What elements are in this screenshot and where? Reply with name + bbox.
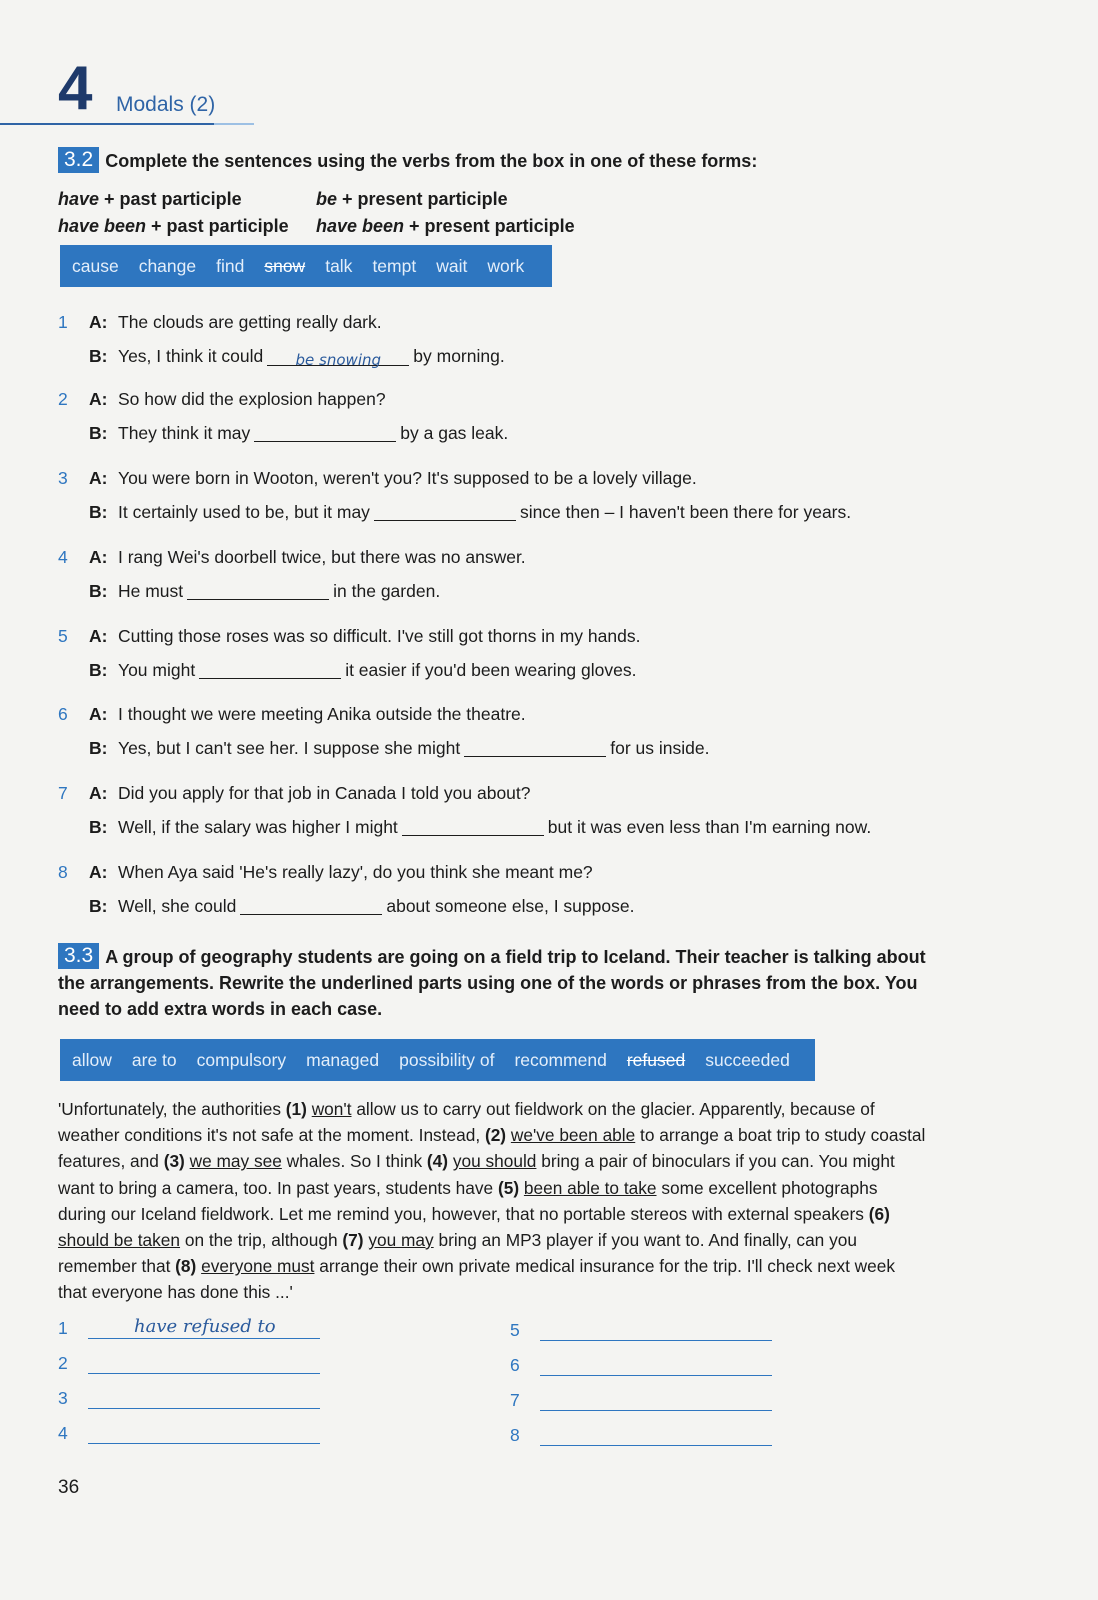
answer-number: 1	[58, 1318, 68, 1338]
word-box	[60, 245, 552, 287]
speaker-a-line	[89, 545, 526, 569]
underlined-phrase: we've been able	[510, 1125, 636, 1146]
answer-item	[58, 1318, 338, 1342]
answer-number: 8	[510, 1425, 520, 1445]
item-number: (2)	[484, 1125, 507, 1146]
word-box-item: cause	[72, 256, 119, 276]
item-number: (3)	[163, 1151, 185, 1172]
handwritten-answer: be snowing	[295, 351, 382, 369]
speaker-label: A:	[89, 547, 108, 567]
speaker-label: A:	[89, 468, 108, 488]
exercise-3-2-heading	[58, 147, 1058, 174]
word-box-item: wait	[436, 256, 468, 276]
paragraph-text: arrange their own private medical insurance for the trip. I'll check next week that everyone has done this ...'	[58, 1256, 896, 1303]
speaker-b-line	[89, 344, 505, 368]
underlined-phrase: you may	[368, 1230, 434, 1251]
speaker-label: B:	[89, 346, 108, 366]
speaker-label: A:	[89, 783, 108, 803]
chapter-rule	[0, 123, 218, 125]
paragraph-text: on the trip, although	[180, 1230, 343, 1251]
form-keyword: be	[316, 189, 338, 209]
speaker-label: B:	[89, 896, 108, 916]
answer-item	[510, 1390, 790, 1414]
question-number: 1	[58, 312, 68, 332]
chapter-rule-accent	[214, 123, 254, 125]
speaker-b-text: It certainly used to be, but it may	[118, 502, 370, 522]
speaker-a-text: You were born in Wooton, weren't you? It's supposed to be a lovely village.	[118, 468, 697, 488]
speaker-label: B:	[89, 423, 108, 443]
speaker-a-line	[89, 310, 382, 334]
chapter-title: Modals (2)	[116, 93, 216, 116]
answer-blank[interactable]	[464, 738, 606, 757]
answer-blank[interactable]	[240, 896, 382, 915]
answer-line[interactable]	[88, 1373, 320, 1374]
speaker-label: A:	[89, 626, 108, 646]
speaker-label: A:	[89, 389, 108, 409]
answer-item	[510, 1425, 790, 1449]
item-number: (4)	[426, 1151, 449, 1172]
form-keyword: have been	[316, 216, 405, 236]
item-number: (7)	[342, 1230, 364, 1251]
question-number: 4	[58, 547, 68, 567]
answer-blank[interactable]	[402, 817, 544, 836]
speaker-label: B:	[89, 738, 108, 758]
speaker-a-text: The clouds are getting really dark.	[118, 312, 382, 332]
answer-item	[58, 1423, 338, 1447]
answer-blank[interactable]	[254, 423, 396, 442]
paragraph-text: to arrange a boat trip to study coastal features, and	[58, 1125, 926, 1172]
speaker-a-line	[89, 702, 526, 726]
speaker-b-line	[89, 579, 440, 603]
question-number: 7	[58, 783, 68, 803]
word-box-item: snow	[264, 256, 306, 276]
speaker-a-text: Did you apply for that job in Canada I told you about?	[118, 783, 531, 803]
answer-line[interactable]	[540, 1445, 772, 1446]
answer-number: 2	[58, 1353, 68, 1373]
item-number: (5)	[497, 1177, 520, 1198]
word-box	[60, 1039, 815, 1081]
answer-blank[interactable]	[187, 581, 329, 600]
speaker-b-text: but it was even less than I'm earning now.	[547, 817, 872, 837]
paragraph-text: bring a pair of binoculars if you can. You might want to bring a camera, too. In past years, students have	[58, 1151, 895, 1198]
speaker-b-text: He must	[118, 581, 184, 601]
speaker-a-line	[89, 387, 386, 411]
paragraph-text: bring an MP3 player if you want to. And finally, can you remember that	[58, 1230, 857, 1277]
underlined-phrase: we may see	[189, 1151, 282, 1172]
exercise-3-3-heading	[58, 943, 938, 1022]
speaker-b-line	[89, 736, 709, 760]
answer-blank[interactable]	[267, 347, 409, 369]
word-box-item: refused	[626, 1050, 686, 1070]
form-text: + past participle	[99, 189, 242, 209]
speaker-label: A:	[89, 862, 108, 882]
answer-item	[510, 1355, 790, 1379]
speaker-a-text: So how did the explosion happen?	[118, 389, 386, 409]
speaker-label: A:	[89, 312, 108, 332]
word-box-item: compulsory	[196, 1050, 287, 1070]
speaker-b-line	[89, 815, 871, 839]
word-box-item: work	[487, 256, 525, 276]
page-number: 36	[58, 1477, 80, 1498]
speaker-b-text: since then – I haven't been there for years.	[519, 502, 852, 522]
speaker-b-line	[89, 894, 634, 918]
underlined-phrase: everyone must	[201, 1256, 315, 1277]
speaker-a-text: Cutting those roses was so difficult. I've still got thorns in my hands.	[118, 626, 641, 646]
word-box-item: find	[216, 256, 245, 276]
speaker-b-line	[89, 658, 636, 682]
word-box-item: managed	[306, 1050, 380, 1070]
word-box-item: change	[138, 256, 197, 276]
speaker-a-line	[89, 860, 593, 884]
speaker-b-text: Yes, but I can't see her. I suppose she might	[118, 738, 461, 758]
speaker-b-text: You might	[118, 660, 196, 680]
exercise-badge: 3.2	[58, 147, 99, 173]
speaker-b-line	[89, 421, 508, 445]
word-box-item: are to	[131, 1050, 177, 1070]
exercise-badge: 3.3	[58, 943, 99, 969]
answer-item	[58, 1353, 338, 1377]
paragraph-text: allow us to carry out fieldwork on the glacier. Apparently, because of weather conditions it's not safe at the moment. Instead,	[58, 1099, 875, 1146]
form-text: + present participle	[337, 189, 508, 209]
answer-number: 3	[58, 1388, 68, 1408]
speaker-a-line	[89, 624, 640, 648]
form-keyword: have	[58, 189, 100, 209]
paragraph-text: some excellent photographs during our Iceland fieldwork. Let me remind you, however, that no portable stereos with external speakers	[58, 1177, 878, 1224]
word-box-item: allow	[72, 1050, 112, 1070]
speaker-b-text: Well, if the salary was higher I might	[118, 817, 398, 837]
speaker-a-text: I thought we were meeting Anika outside the theatre.	[118, 704, 526, 724]
answer-line[interactable]	[540, 1375, 772, 1376]
question-number: 3	[58, 468, 68, 488]
word-box-item: possibility of	[399, 1050, 495, 1070]
answer-item	[510, 1320, 790, 1344]
verb-forms-row	[58, 186, 618, 213]
speaker-a-text: When Aya said 'He's really lazy', do you think she meant me?	[118, 862, 593, 882]
answer-item	[58, 1388, 338, 1412]
question-number: 2	[58, 389, 68, 409]
question-number: 6	[58, 704, 68, 724]
answer-number: 7	[510, 1390, 520, 1410]
answer-line[interactable]	[88, 1443, 320, 1444]
speaker-a-line	[89, 781, 531, 805]
paragraph-text: 'Unfortunately, the authorities	[58, 1099, 286, 1119]
speaker-b-text: for us inside.	[610, 738, 710, 758]
chapter-number: 4	[58, 54, 91, 123]
speaker-b-text: Well, she could	[118, 896, 237, 916]
answer-number: 6	[510, 1355, 520, 1375]
speaker-b-text: by a gas leak.	[400, 423, 509, 443]
speaker-b-text: in the garden.	[333, 581, 441, 601]
exercise-instruction: Complete the sentences using the verbs from the box in one of these forms:	[105, 151, 758, 171]
word-box-item: recommend	[514, 1050, 607, 1070]
speaker-a-text: I rang Wei's doorbell twice, but there was no answer.	[118, 547, 526, 567]
speaker-label: B:	[89, 660, 108, 680]
answer-blank[interactable]	[199, 660, 341, 679]
answer-line[interactable]	[88, 1338, 320, 1339]
exercise-instruction: A group of geography students are going on a field trip to Iceland. Their teacher is talking about the arrangements. Rewrite the underlined parts using one of the words or phrases from the box. You need to add extra words in each case.	[58, 947, 926, 1019]
answer-number: 4	[58, 1423, 68, 1443]
underlined-phrase: should be taken	[58, 1230, 181, 1251]
speaker-b-text: about someone else, I suppose.	[386, 896, 635, 916]
word-box-item: tempt	[372, 256, 417, 276]
word-box-item: talk	[325, 256, 353, 276]
speaker-b-text: They think it may	[118, 423, 251, 443]
form-keyword: have been	[58, 216, 147, 236]
handwritten-answer: have refused to	[134, 1316, 276, 1337]
teacher-speech-paragraph	[58, 1096, 928, 1306]
answer-blank[interactable]	[374, 502, 516, 521]
answer-line[interactable]	[540, 1340, 772, 1341]
answer-line[interactable]	[88, 1408, 320, 1409]
underlined-phrase: you should	[452, 1151, 537, 1172]
verb-forms	[58, 186, 618, 240]
speaker-label: A:	[89, 704, 108, 724]
speaker-label: B:	[89, 581, 108, 601]
verb-forms-row	[58, 213, 618, 240]
word-box-item: succeeded	[705, 1050, 790, 1070]
form-text: + present participle	[404, 216, 575, 236]
form-text: + past participle	[146, 216, 289, 236]
speaker-b-line	[89, 500, 851, 524]
speaker-label: B:	[89, 502, 108, 522]
item-number: (8)	[175, 1256, 197, 1277]
question-number: 8	[58, 862, 68, 882]
paragraph-text: whales. So I think	[281, 1151, 427, 1172]
question-number: 5	[58, 626, 68, 646]
speaker-b-text: by morning.	[413, 346, 505, 366]
underlined-phrase: won't	[311, 1099, 352, 1119]
speaker-label: B:	[89, 817, 108, 837]
item-number: (1)	[285, 1099, 307, 1119]
speaker-b-text: Yes, I think it could	[118, 346, 264, 366]
answer-number: 5	[510, 1320, 520, 1340]
answer-line[interactable]	[540, 1410, 772, 1411]
speaker-a-line	[89, 466, 697, 490]
speaker-b-text: it easier if you'd been wearing gloves.	[345, 660, 637, 680]
item-number: (6)	[868, 1203, 890, 1224]
underlined-phrase: been able to take	[523, 1177, 657, 1198]
